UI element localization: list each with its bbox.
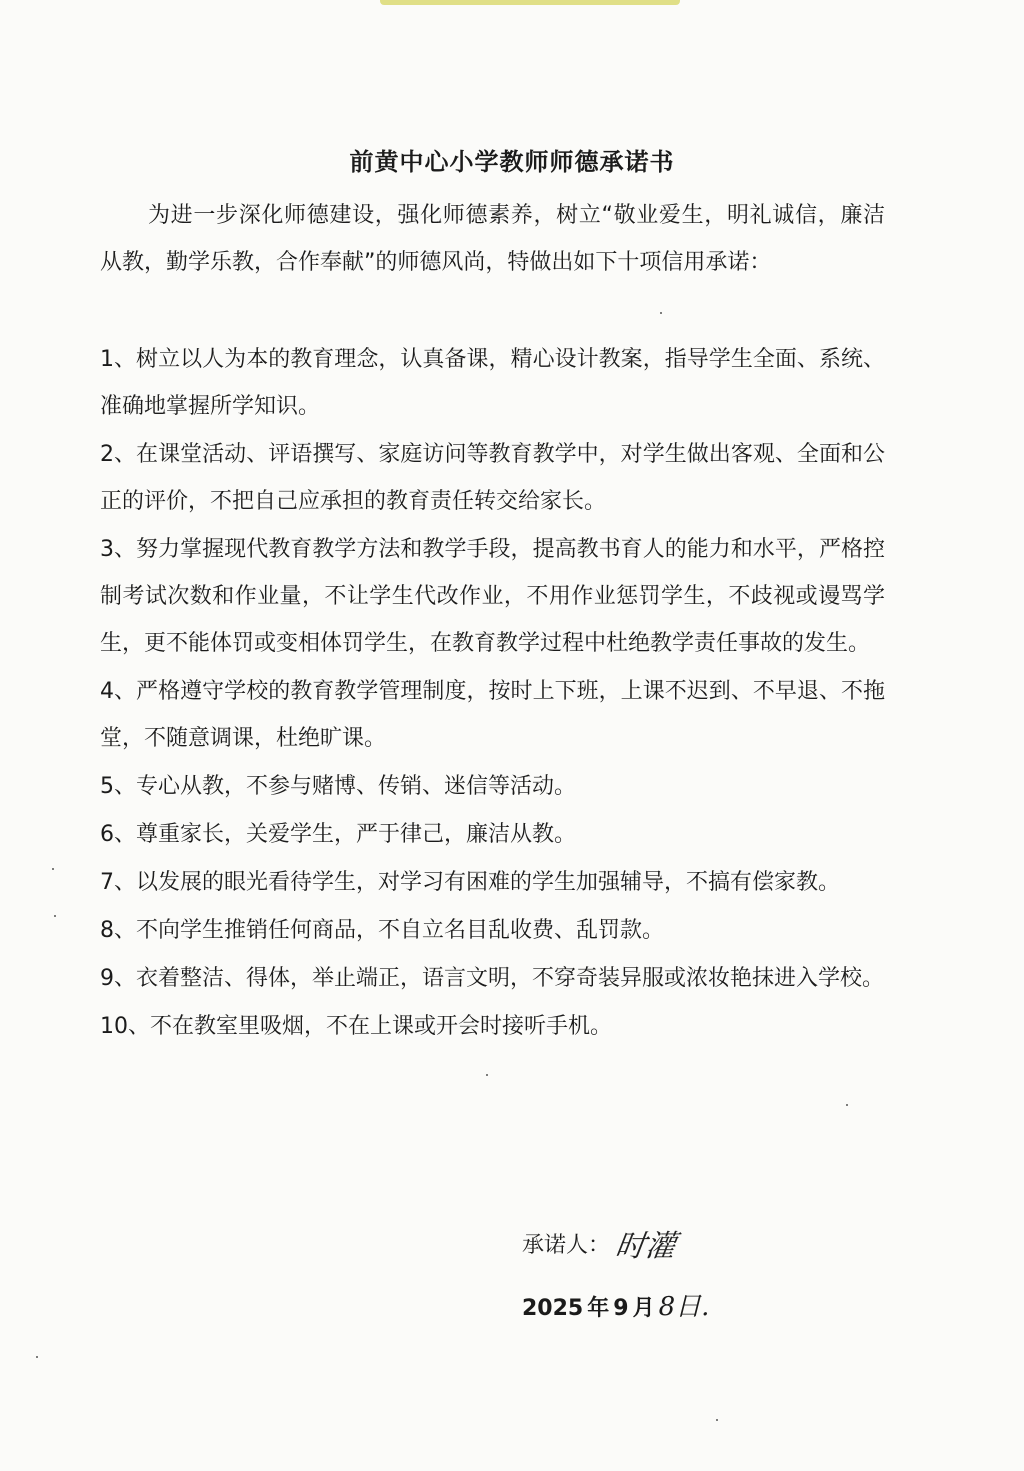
commitment-item-6: 6、尊重家长，关爱学生，严于律己，廉洁从教。	[100, 822, 576, 847]
commitment-item-8: 8、不向学生推销任何商品，不自立名目乱收费、乱罚款。	[100, 918, 664, 943]
scan-speck	[486, 1074, 488, 1076]
scan-speck	[36, 1356, 38, 1358]
commitment-item-1: 1、树立以人为本的教育理念，认真备课，精心设计教案，指导学生全面、系统、准确地掌握所学知识。	[100, 347, 885, 419]
scan-speck	[54, 915, 56, 917]
commitment-item-7: 7、以发展的眼光看待学生，对学习有困难的学生加强辅导，不搞有偿家教。	[100, 870, 840, 895]
scan-speck	[846, 1104, 848, 1106]
signer-label: 承诺人：	[522, 1232, 611, 1258]
date-month-unit: 月	[632, 1296, 655, 1321]
scan-speck	[52, 868, 54, 870]
document-title: 前黄中心小学教师师德承诺书	[349, 148, 675, 176]
tape-strip	[380, 0, 680, 5]
date-month: 9	[613, 1296, 629, 1321]
signature-block	[522, 1218, 782, 1323]
signature-date	[522, 1286, 782, 1323]
commitment-item-2: 2、在课堂活动、评语撰写、家庭访问等教育教学中，对学生做出客观、全面和公正的评价，不把自己应承担的教育责任转交给家长。	[100, 442, 885, 514]
commitment-list	[100, 336, 885, 1051]
scan-speck	[716, 1419, 718, 1421]
scan-speck	[660, 312, 662, 314]
commitment-item-5: 5、专心从教，不参与赌博、传销、迷信等活动。	[100, 774, 576, 799]
handwritten-signature: 时灌	[613, 1229, 678, 1264]
date-day-handwritten: 8日.	[658, 1292, 710, 1322]
commitment-item-10: 10、不在教室里吸烟，不在上课或开会时接听手机。	[100, 1014, 612, 1039]
date-year: 2025	[522, 1296, 584, 1321]
commitment-item-3: 3、努力掌握现代教育教学方法和教学手段，提高教书育人的能力和水平，严格控制考试次数和作业量，不让学生代改作业，不用作业惩罚学生，不歧视或谩骂学生，更不能体罚或变相体罚学生，在教育教学过程中杜绝教学责任事故的发生。	[100, 537, 885, 656]
commitment-item-4: 4、严格遵守学校的教育教学管理制度，按时上下班，上课不迟到、不早退、不拖堂，不随意调课，杜绝旷课。	[100, 679, 885, 751]
commitment-item-9: 9、衣着整洁、得体，举止端正，语言文明，不穿奇装异服或浓妆艳抹进入学校。	[100, 966, 884, 991]
intro-paragraph: 为进一步深化师德建设，强化师德素养，树立“敬业爱生，明礼诚信，廉洁从教，勤学乐教，合作奉献”的师德风尚，特做出如下十项信用承诺：	[100, 203, 885, 275]
signer-row	[522, 1218, 782, 1268]
date-year-unit: 年	[587, 1296, 610, 1321]
